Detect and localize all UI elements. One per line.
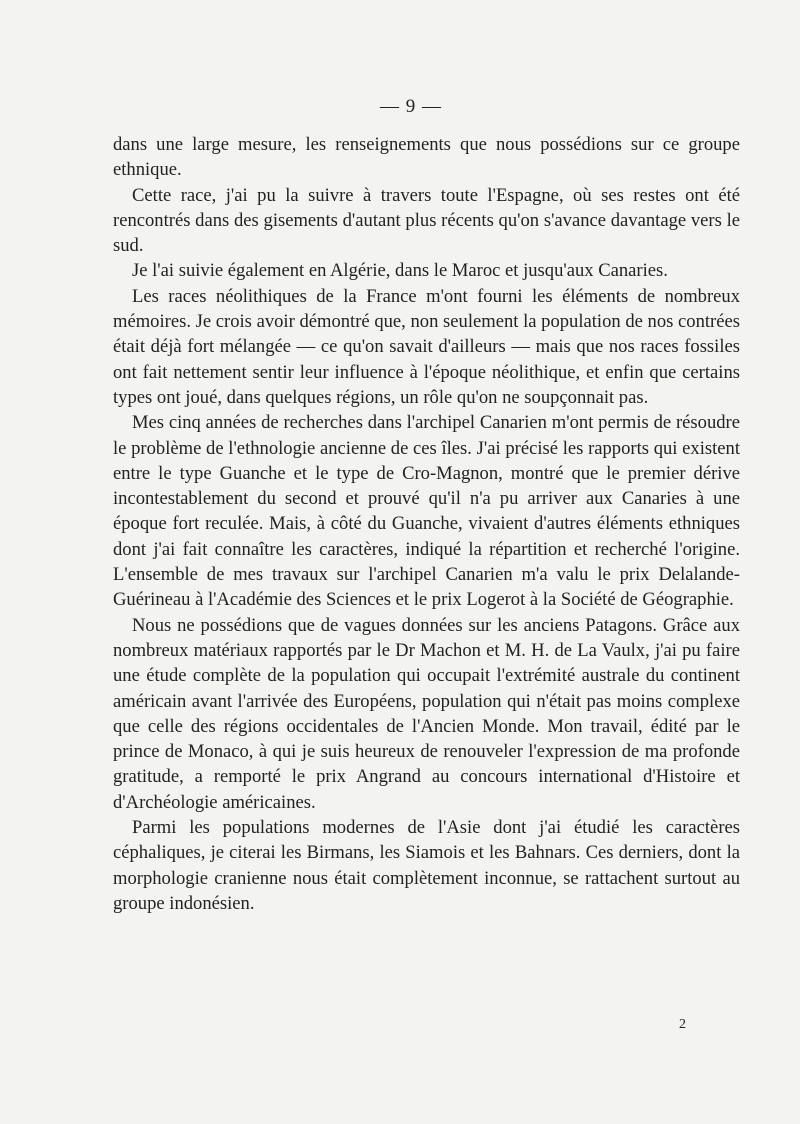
paragraph-4: Les races néolithiques de la France m'ont fourni les éléments de nombreux mémoires. Je crois avoir démontré que, non seulement la population de nos contrées était déjà fort mélangée — ce qu'on savait d'ailleurs — mais que nos races fossiles ont fait nettement sentir leur influence à l'époque néolithique, et enfin que certains types ont joué, dans quelques régions, un rôle qu'on ne soupçonnait pas. — [113, 285, 740, 408]
paragraph-6: Nous ne possédions que de vagues données sur les anciens Patagons. Grâce aux nombreux matériaux rapportés par le Dr Machon et M. H. de La Vaulx, j'ai pu faire une étude complète de la population qui occupait l'extrémité australe du continent américain avant l'arrivée des Européens, population qui n'était pas moins complexe que celle des régions occidentales de l'Ancien Monde. Mon travail, édité par le prince de Monaco, à qui je suis heureux de renouveler l'expression de ma profonde gratitude, a remporté le prix Angrand au concours international d'Histoire et d'Archéologie américaines. — [113, 614, 740, 813]
body-text — [113, 132, 740, 916]
paragraph-2: Cette race, j'ai pu la suivre à travers toute l'Espagne, où ses restes ont été rencontrés dans des gisements d'autant plus récents qu'on s'avance davantage vers le sud. — [113, 184, 740, 257]
paragraph-3: Je l'ai suivie également en Algérie, dans le Maroc et jusqu'aux Canaries. — [132, 260, 668, 282]
signature-mark: 2 — [679, 1017, 686, 1032]
paragraph-1: dans une large mesure, les renseignements que nous possédions sur ce groupe ethnique. — [113, 134, 740, 181]
paragraph-5: Mes cinq années de recherches dans l'archipel Canarien m'ont permis de résoudre le problème de l'ethnologie ancienne de ces îles. J'ai précisé les rapports qui existent entre le type Guanche et le type de Cro-Magnon, montré que le premier dérive incontestablement du second et prouvé qu'il n'a pu arriver aux Canaries à une époque fort reculée. Mais, à côté du Guanche, vivaient d'autres éléments ethniques dont j'ai fait connaître les caractères, indiqué la répartition et recherché l'origine. L'ensemble de mes travaux sur l'archipel Canarien m'a valu le prix Delalande-Guérineau à l'Académie des Sciences et le prix Logerot à la Société de Géographie. — [113, 412, 740, 611]
page-number: — 9 — — [380, 96, 442, 117]
paragraph-7: Parmi les populations modernes de l'Asie dont j'ai étudié les caractères céphaliques, je citerai les Birmans, les Siamois et les Bahnars. Ces derniers, dont la morphologie cranienne nous était complètement inconnue, se rattachent surtout au groupe indonésien. — [113, 817, 740, 914]
